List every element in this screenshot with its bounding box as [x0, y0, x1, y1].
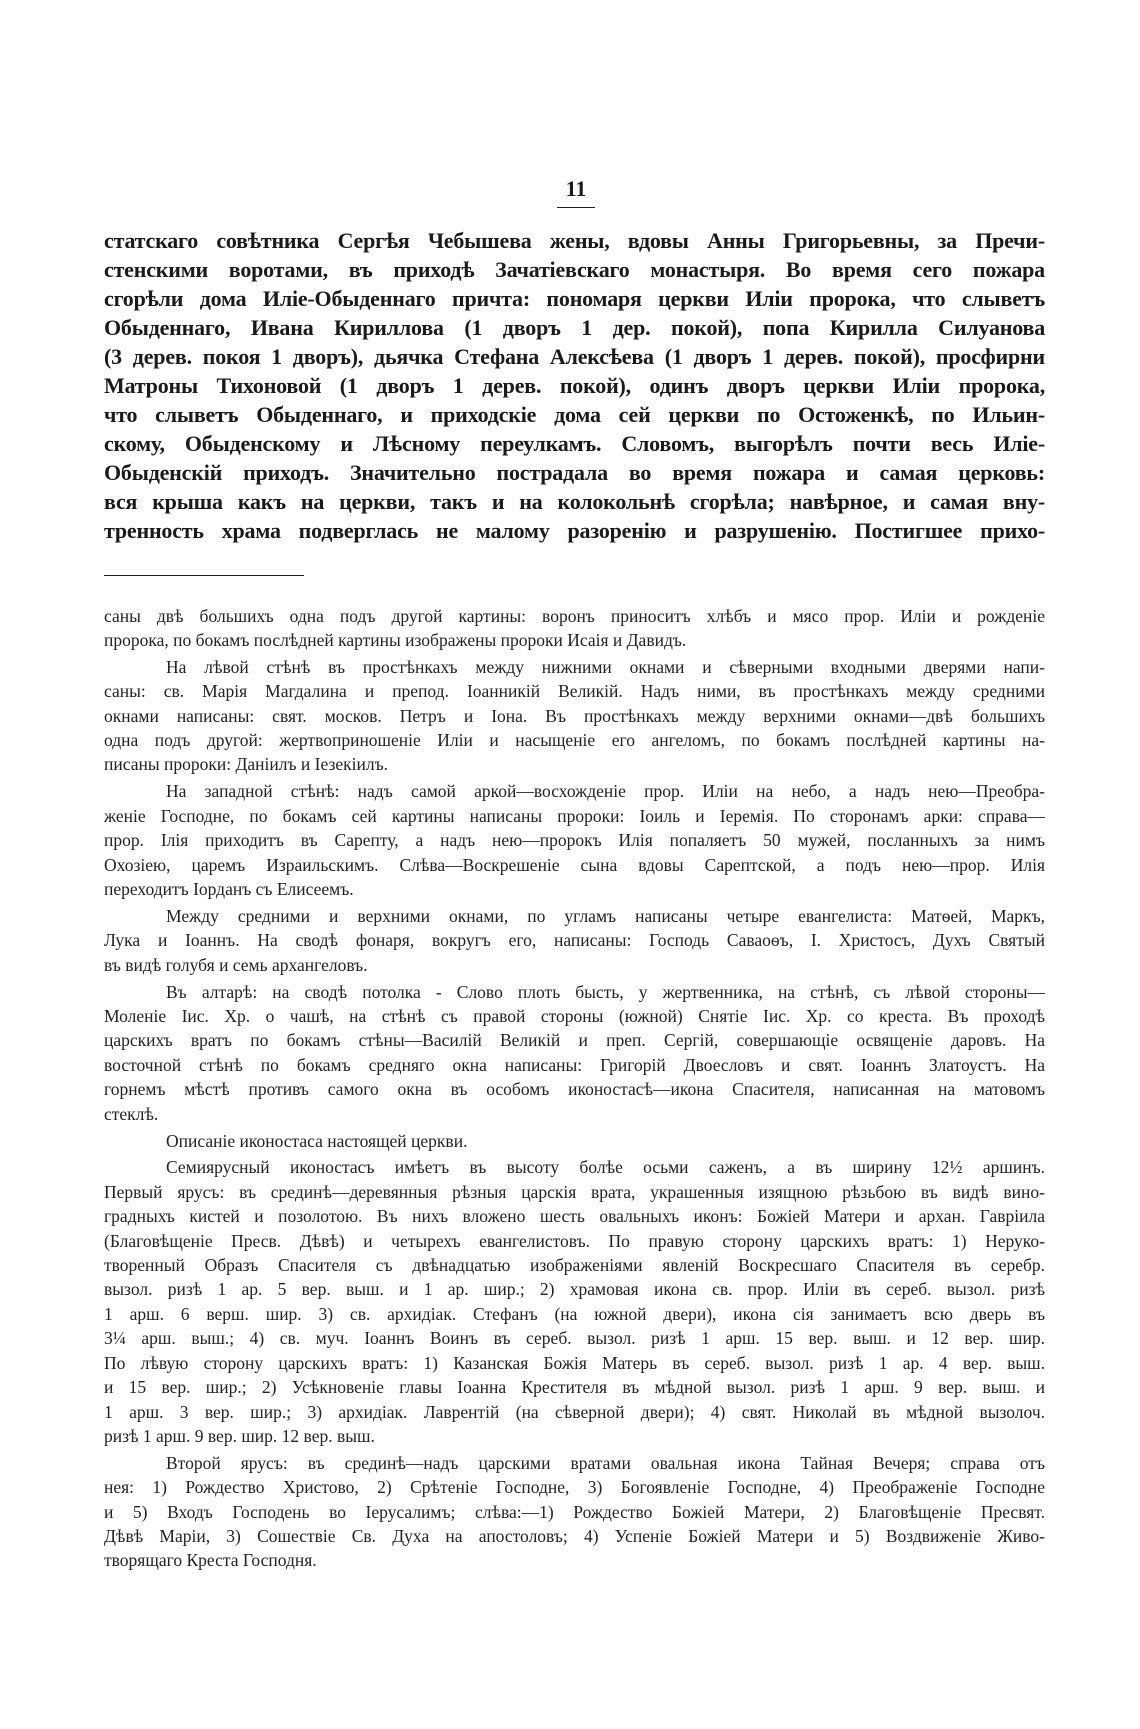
- footnote-line: творящаго Креста Господня.: [104, 1550, 317, 1571]
- footnote-line: Семиярусный иконостасъ имѣетъ въ высоту болѣе осьми саженъ, а въ ширину 12½ аршинъ.: [166, 1157, 1045, 1178]
- footnote-line: окнами написаны: свят. москов. Петръ и Іона. Въ простѣнкахъ между верхними окнами—двѣ большихъ: [104, 705, 1045, 726]
- main-text-line: (3 дерев. покоя 1 дворъ), дьячка Стефана Алексѣева (1 дворъ 1 дерев. покой), просфирни: [104, 344, 1045, 369]
- main-text-line: вся крыша какъ на церкви, такъ и на колокольнѣ сгорѣла; навѣрное, и самая вну-: [104, 489, 1045, 514]
- footnote-line: женіе Господне, по бокамъ сей картины написаны пророки: Іоиль и Іеремія. По сторонамъ арки: справа—: [104, 805, 1045, 826]
- footnote-line: Дѣвѣ Маріи, 3) Сошествіе Св. Духа на апостоловъ; 4) Успеніе Божіей Матери и 5) Воздвиженіе Живо-: [104, 1526, 1045, 1547]
- footnote-line: Лука и Іоаннъ. На сводѣ фонаря, вокругъ его, написаны: Господь Саваоѳъ, І. Христосъ, Духъ Святый: [104, 930, 1045, 951]
- footnote-line: Второй ярусъ: въ срединѣ—надъ царскими вратами овальная икона Тайная Вечеря; справа отъ: [166, 1452, 1045, 1473]
- footnote-line: По лѣвую сторону царскихъ вратъ: 1) Казанская Божія Матерь въ сереб. вызол. ризѣ 1 ар. 4 вер. выш.: [104, 1352, 1045, 1373]
- footnote-line: творенный Образъ Спасителя съ двѣнадцатью изображеніями явленій Воскресшаго Спасителя въ серебр.: [104, 1255, 1045, 1276]
- footnote-line: 3¼ арш. выш.; 4) св. муч. Іоаннъ Воинъ въ сереб. вызол. ризѣ 1 арш. 15 вер. выш. и 12 вер. шир.: [104, 1328, 1045, 1349]
- main-text-line: Обыденскій приходъ. Значительно пострадала во время пожара и самая церковь:: [104, 460, 1045, 485]
- footnote-paragraph: [104, 655, 1045, 777]
- main-text-line: Матроны Тихоновой (1 дворъ 1 дерев. покой), одинъ дворъ церкви Иліи пророка,: [104, 373, 1045, 398]
- footnote-line: Въ алтарѣ: на сводѣ потолка - Слово плоть бысть, у жертвенника, на стѣнѣ, съ лѣвой стороны—: [166, 981, 1045, 1002]
- footnote-paragraph: [104, 1155, 1045, 1448]
- footnote-line: нея: 1) Рождество Христово, 2) Срѣтеніе Господне, 3) Богоявленіе Господне, 4) Преображеніе Господне: [104, 1477, 1045, 1498]
- footnote-line: На западной стѣнѣ: надъ самой аркой—восхожденіе прор. Иліи на небо, а надъ нею—Преобра-: [166, 781, 1045, 802]
- footnote-paragraph: [104, 904, 1045, 977]
- footnote-line: Первый ярусъ: въ срединѣ—деревянныя рѣзныя царскія врата, украшенныя изящною рѣзьбою въ видѣ вино-: [104, 1181, 1045, 1202]
- main-text-line: что слыветъ Обыденнаго, и приходскіе дома сей церкви по Остоженкѣ, по Ильин-: [104, 402, 1045, 427]
- footnote-line: Моленіе Іис. Хр. о чашѣ, на стѣнѣ съ правой стороны (южной) Снятіе Іис. Хр. со креста. Въ проходѣ: [104, 1006, 1045, 1026]
- main-text: [104, 226, 1045, 545]
- footnote-line: одна подъ другой: жертвоприношеніе Иліи и насыщеніе его ангеломъ, по бокамъ послѣдней картины на-: [104, 730, 1045, 751]
- main-text-line: тренность храма подверглась не малому разоренію и разрушенію. Постигшее прихо-: [104, 518, 1045, 543]
- footnote-line: 1 арш. 3 вер. шир.; 3) архидіак. Лаврентій (на сѣверной двери); 4) свят. Николай въ мѣдной вызолоч.: [104, 1401, 1045, 1422]
- footnote-paragraph: [104, 1129, 1045, 1153]
- footnote-line: горнемъ мѣстѣ противъ самого окна въ особомъ иконостасѣ—икона Спасителя, написанная на матовомъ: [104, 1079, 1045, 1100]
- footnote-line: и 5) Входъ Господень во Іерусалимъ; слѣва:—1) Рождество Божіей Матери, 2) Благовѣщеніе Пресвят.: [104, 1501, 1045, 1522]
- footnote-line: саны: св. Марія Магдалина и препод. Іоанникій Великій. Надъ ними, въ простѣнкахъ между средними: [104, 681, 1045, 702]
- main-text-line: скому, Обыденскому и Лѣсному переулкамъ. Словомъ, выгорѣлъ почти весь Иліе-: [104, 431, 1045, 456]
- footnote-line: На лѣвой стѣнѣ въ простѣнкахъ между нижними окнами и сѣверными входными дверями напи-: [166, 656, 1045, 677]
- footnote-line: Охозіею, царемъ Израильскимъ. Слѣва—Воскрешеніе сына вдовы Сарептской, а подъ нею—прор. Илія: [104, 854, 1045, 875]
- footnote-line: Между средними и верхними окнами, по угламъ написаны четыре евангелиста: Матѳей, Маркъ,: [166, 905, 1045, 926]
- footnote-line: восточной стѣнѣ по бокамъ средняго окна написаны: Григорій Двоесловъ и свят. Іоаннъ Златоустъ. На: [104, 1054, 1045, 1075]
- footnote-line: 1 арш. 6 верш. шир. 3) св. архидіак. Стефанъ (на южной двери), икона сія занимаетъ всю дверь въ: [104, 1303, 1045, 1324]
- footnote-line: Описаніе иконостаса настоящей церкви.: [166, 1130, 468, 1151]
- footnote-line: прор. Ілія приходитъ въ Сарепту, а надъ нею—пророкъ Илія попаляетъ 50 мужей, посланныхъ за нимъ: [104, 830, 1045, 851]
- footnote-paragraph: [104, 980, 1045, 1126]
- page-number: 11: [565, 176, 587, 201]
- footnote-paragraph: [104, 1451, 1045, 1573]
- footnote-paragraph: [104, 604, 1045, 653]
- page-number-rule: [557, 207, 595, 208]
- footnote-paragraph: [104, 779, 1045, 901]
- main-text-line: сгорѣли дома Иліе-Обыденнаго причта: пономаря церкви Иліи пророка, что слыветъ: [104, 286, 1045, 311]
- footnote-line: ризѣ 1 арш. 9 вер. шир. 12 вер. выш.: [104, 1425, 375, 1446]
- footnote-line: пророка, по бокамъ послѣдней картины изображены пророки Исаія и Давидъ.: [104, 629, 687, 650]
- main-text-line: стенскими воротами, въ приходѣ Зачатіевскаго монастыря. Во время сего пожара: [104, 257, 1045, 282]
- footnote-line: въ видѣ голубя и семь архангеловъ.: [104, 954, 368, 975]
- footnote-line: писаны пророки: Даніилъ и Іезекіилъ.: [104, 754, 389, 775]
- main-text-line: Обыденнаго, Ивана Кириллова (1 дворъ 1 дер. покой), попа Кирилла Силуанова: [104, 315, 1045, 340]
- footnotes: [104, 601, 1045, 1573]
- footnote-line: переходитъ Іорданъ съ Елисеемъ.: [104, 878, 354, 899]
- footnote-line: (Благовѣщеніе Пресв. Дѣвѣ) и четырехъ евангелистовъ. По правую сторону царскихъ вратъ: 1) Неруко-: [104, 1230, 1045, 1251]
- footnote-line: стеклѣ.: [104, 1103, 159, 1124]
- main-text-line: статскаго совѣтника Сергѣя Чебышева жены, вдовы Анны Григорьевны, за Пречи-: [104, 228, 1045, 253]
- footnote-line: вызол. ризѣ 1 ар. 5 вер. выш. и 1 ар. шир.; 2) храмовая икона св. прор. Иліи въ сереб. вызол. ризѣ: [104, 1279, 1045, 1300]
- footnote-line: царскихъ вратъ по бокамъ стѣны—Василій Великій и преп. Сергій, совершающіе освященіе даровъ. На: [104, 1030, 1045, 1051]
- footnote-line: саны двѣ большихъ одна подъ другой картины: воронъ приноситъ хлѣбъ и мясо прор. Иліи и рожденіе: [104, 605, 1045, 626]
- footnote-line: и 15 вер. шир.; 2) Усѣкновеніе главы Іоанна Крестителя въ мѣдной вызол. ризѣ 1 арш. 9 вер. выш. и: [104, 1377, 1045, 1398]
- footnote-line: градныхъ кистей и позолотою. Въ нихъ вложено шесть овальныхъ иконъ: Божіей Матери и архан. Гавріила: [104, 1206, 1045, 1227]
- footnote-separator: [104, 575, 304, 576]
